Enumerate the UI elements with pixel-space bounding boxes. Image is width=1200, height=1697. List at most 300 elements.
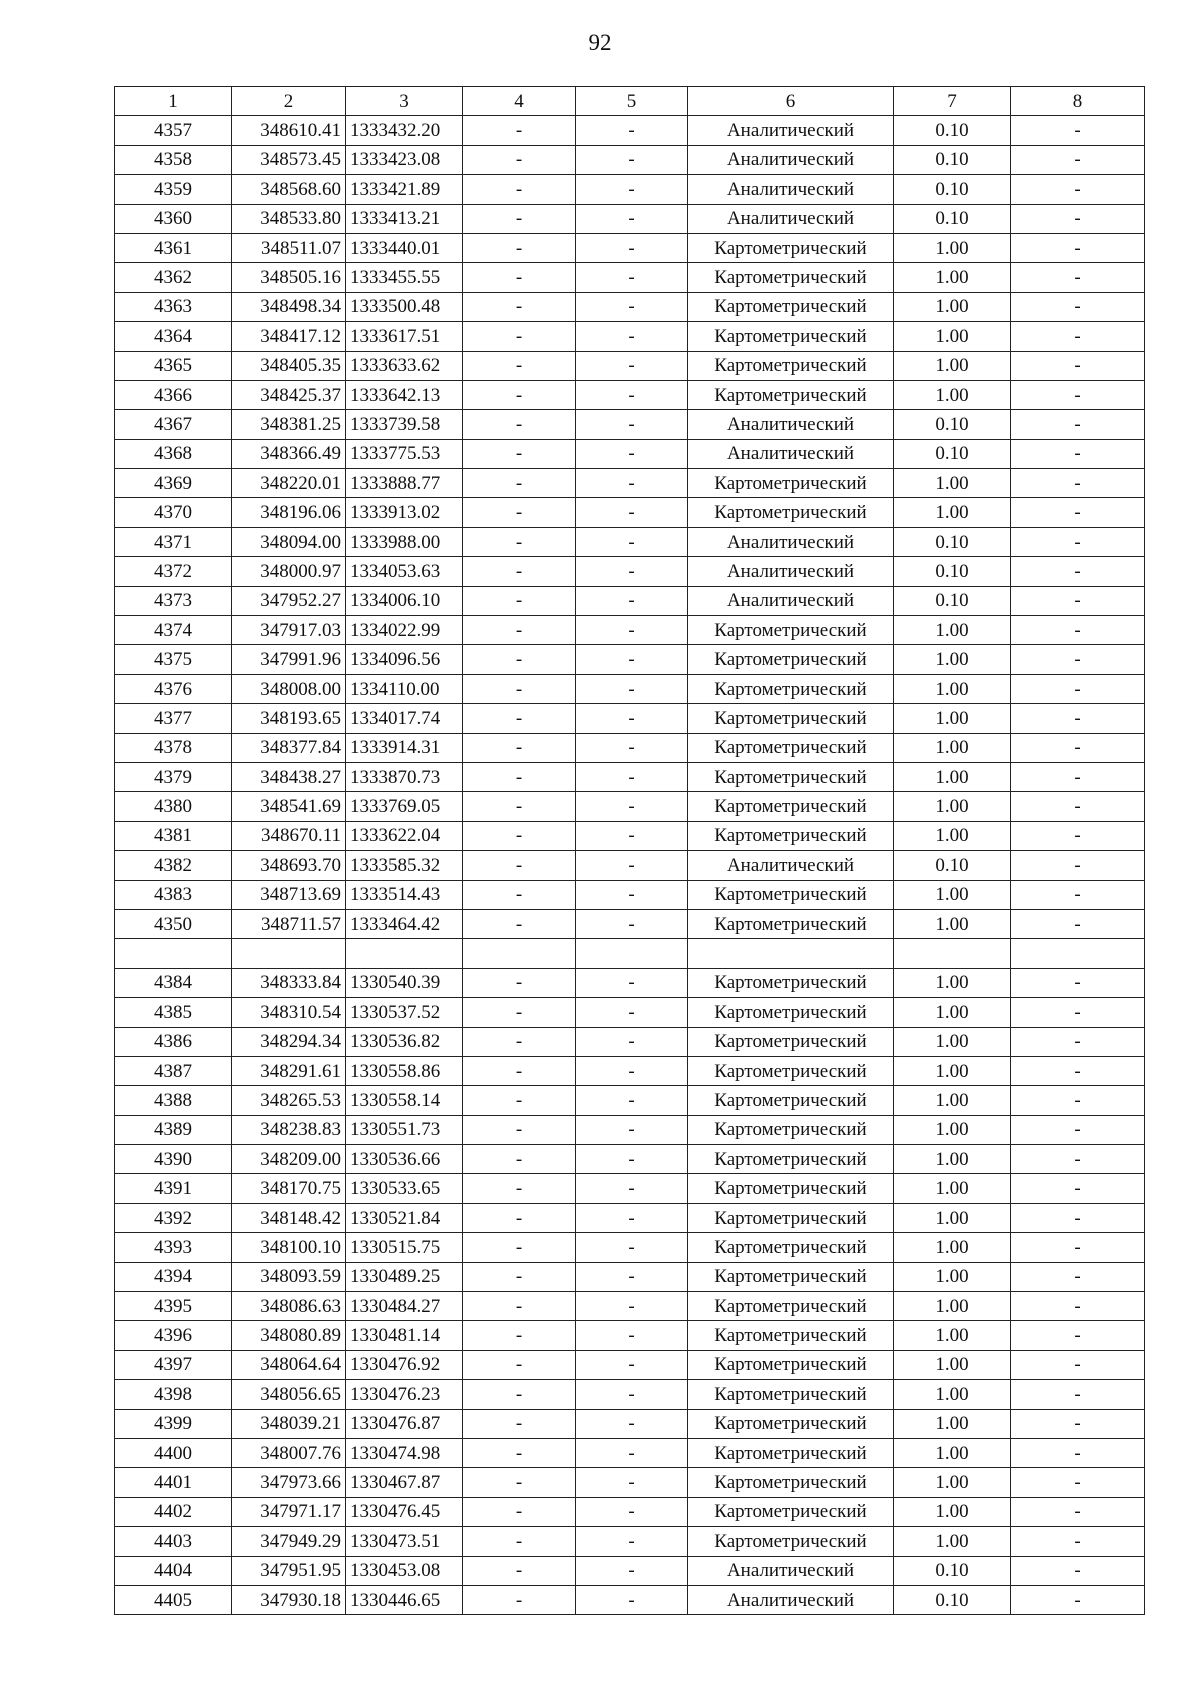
x-coordinate-cell: 348711.57 [232, 909, 346, 938]
accuracy-cell: 1.00 [894, 733, 1011, 762]
y-coordinate-cell: 1330515.75 [346, 1233, 463, 1262]
method-cell: Картометрический [688, 1056, 894, 1085]
col8-cell: - [1011, 439, 1145, 468]
col5-cell: - [576, 674, 688, 703]
column-header: 4 [463, 87, 576, 116]
col8-cell: - [1011, 1438, 1145, 1467]
col8-cell: - [1011, 557, 1145, 586]
col8-cell: - [1011, 1086, 1145, 1115]
col5-cell: - [576, 116, 688, 145]
table-row [115, 762, 1145, 791]
method-cell: Картометрический [688, 1292, 894, 1321]
col5-cell: - [576, 498, 688, 527]
table-row [115, 233, 1145, 262]
method-cell: Картометрический [688, 1380, 894, 1409]
col5-cell: - [576, 1438, 688, 1467]
y-coordinate-cell: 1330521.84 [346, 1203, 463, 1232]
col8-cell: - [1011, 1056, 1145, 1085]
x-coordinate-cell: 348511.07 [232, 233, 346, 262]
col8-cell: - [1011, 821, 1145, 850]
x-coordinate-cell: 348670.11 [232, 821, 346, 850]
table-row [115, 880, 1145, 909]
method-cell: Картометрический [688, 1321, 894, 1350]
point-number-cell: 4357 [115, 116, 232, 145]
y-coordinate-cell: 1330551.73 [346, 1115, 463, 1144]
x-coordinate-cell: 348541.69 [232, 792, 346, 821]
accuracy-cell [894, 939, 1011, 968]
col5-cell: - [576, 880, 688, 909]
col8-cell: - [1011, 351, 1145, 380]
method-cell: Картометрический [688, 1409, 894, 1438]
method-cell: Картометрический [688, 1438, 894, 1467]
point-number-cell: 4363 [115, 292, 232, 321]
x-coordinate-cell: 347951.95 [232, 1556, 346, 1585]
x-coordinate-cell: 348148.42 [232, 1203, 346, 1232]
col5-cell: - [576, 616, 688, 645]
point-number-cell: 4395 [115, 1292, 232, 1321]
method-cell: Картометрический [688, 1350, 894, 1379]
table-row [115, 792, 1145, 821]
col8-cell: - [1011, 263, 1145, 292]
x-coordinate-cell: 348080.89 [232, 1321, 346, 1350]
accuracy-cell: 0.10 [894, 851, 1011, 880]
col8-cell: - [1011, 1350, 1145, 1379]
col4-cell: - [463, 792, 576, 821]
point-number-cell: 4370 [115, 498, 232, 527]
table-row [115, 1497, 1145, 1526]
table-row [115, 939, 1145, 968]
method-cell: Аналитический [688, 439, 894, 468]
point-number-cell: 4398 [115, 1380, 232, 1409]
accuracy-cell: 1.00 [894, 616, 1011, 645]
col4-cell: - [463, 1497, 576, 1526]
col4-cell: - [463, 1468, 576, 1497]
col4-cell: - [463, 1056, 576, 1085]
x-coordinate-cell: 348209.00 [232, 1145, 346, 1174]
method-cell: Аналитический [688, 145, 894, 174]
x-coordinate-cell: 348086.63 [232, 1292, 346, 1321]
table-row [115, 1115, 1145, 1144]
col5-cell: - [576, 410, 688, 439]
method-cell: Картометрический [688, 733, 894, 762]
y-coordinate-cell: 1333633.62 [346, 351, 463, 380]
col5-cell: - [576, 557, 688, 586]
point-number-cell: 4371 [115, 527, 232, 556]
y-coordinate-cell: 1334110.00 [346, 674, 463, 703]
method-cell: Картометрический [688, 645, 894, 674]
method-cell: Аналитический [688, 1585, 894, 1614]
x-coordinate-cell: 348533.80 [232, 204, 346, 233]
table-row [115, 557, 1145, 586]
col4-cell: - [463, 410, 576, 439]
y-coordinate-cell: 1330453.08 [346, 1556, 463, 1585]
method-cell: Картометрический [688, 704, 894, 733]
table-row [115, 469, 1145, 498]
col5-cell: - [576, 821, 688, 850]
point-number-cell: 4362 [115, 263, 232, 292]
method-cell: Картометрический [688, 821, 894, 850]
y-coordinate-cell: 1333913.02 [346, 498, 463, 527]
col4-cell: - [463, 1174, 576, 1203]
table-row [115, 704, 1145, 733]
col8-cell: - [1011, 1321, 1145, 1350]
col4-cell: - [463, 557, 576, 586]
col8-cell: - [1011, 1233, 1145, 1262]
col4-cell: - [463, 1262, 576, 1291]
col8-cell: - [1011, 1262, 1145, 1291]
table-row [115, 1468, 1145, 1497]
col4-cell: - [463, 704, 576, 733]
x-coordinate-cell: 348438.27 [232, 762, 346, 791]
point-number-cell: 4401 [115, 1468, 232, 1497]
point-number-cell: 4394 [115, 1262, 232, 1291]
table-row [115, 292, 1145, 321]
table-row [115, 998, 1145, 1027]
y-coordinate-cell: 1333870.73 [346, 762, 463, 791]
col4-cell: - [463, 469, 576, 498]
col8-cell: - [1011, 1380, 1145, 1409]
column-header: 1 [115, 87, 232, 116]
method-cell: Картометрический [688, 1086, 894, 1115]
accuracy-cell: 1.00 [894, 233, 1011, 262]
accuracy-cell: 1.00 [894, 1086, 1011, 1115]
table-row [115, 116, 1145, 145]
col4-cell: - [463, 1438, 576, 1467]
accuracy-cell: 0.10 [894, 145, 1011, 174]
method-cell: Картометрический [688, 674, 894, 703]
col4-cell: - [463, 145, 576, 174]
method-cell: Аналитический [688, 527, 894, 556]
accuracy-cell: 0.10 [894, 439, 1011, 468]
col8-cell: - [1011, 1027, 1145, 1056]
y-coordinate-cell: 1330558.14 [346, 1086, 463, 1115]
col5-cell: - [576, 351, 688, 380]
point-number-cell: 4368 [115, 439, 232, 468]
col5-cell: - [576, 1115, 688, 1144]
col8-cell: - [1011, 880, 1145, 909]
x-coordinate-cell: 348310.54 [232, 998, 346, 1027]
method-cell: Картометрический [688, 909, 894, 938]
col5-cell: - [576, 1556, 688, 1585]
col5-cell: - [576, 1086, 688, 1115]
point-number-cell: 4364 [115, 322, 232, 351]
x-coordinate-cell: 348094.00 [232, 527, 346, 556]
accuracy-cell: 1.00 [894, 1174, 1011, 1203]
x-coordinate-cell: 348056.65 [232, 1380, 346, 1409]
method-cell: Аналитический [688, 204, 894, 233]
col8-cell: - [1011, 1527, 1145, 1556]
col8-cell: - [1011, 792, 1145, 821]
table-row [115, 439, 1145, 468]
col5-cell: - [576, 968, 688, 997]
x-coordinate-cell: 348713.69 [232, 880, 346, 909]
x-coordinate-cell: 348064.64 [232, 1350, 346, 1379]
method-cell: Картометрический [688, 351, 894, 380]
y-coordinate-cell: 1330537.52 [346, 998, 463, 1027]
point-number-cell: 4358 [115, 145, 232, 174]
y-coordinate-cell: 1334022.99 [346, 616, 463, 645]
x-coordinate-cell: 348405.35 [232, 351, 346, 380]
x-coordinate-cell: 348007.76 [232, 1438, 346, 1467]
accuracy-cell: 0.10 [894, 410, 1011, 439]
accuracy-cell: 1.00 [894, 498, 1011, 527]
col4-cell: - [463, 909, 576, 938]
method-cell: Картометрический [688, 998, 894, 1027]
accuracy-cell: 1.00 [894, 1409, 1011, 1438]
col5-cell: - [576, 1321, 688, 1350]
accuracy-cell: 1.00 [894, 292, 1011, 321]
y-coordinate-cell: 1333739.58 [346, 410, 463, 439]
method-cell: Картометрический [688, 263, 894, 292]
col8-cell: - [1011, 204, 1145, 233]
table-row [115, 498, 1145, 527]
col5-cell: - [576, 1056, 688, 1085]
column-header: 8 [1011, 87, 1145, 116]
col8-cell: - [1011, 586, 1145, 615]
method-cell: Картометрический [688, 292, 894, 321]
col8-cell: - [1011, 469, 1145, 498]
table-row [115, 645, 1145, 674]
y-coordinate-cell: 1330473.51 [346, 1527, 463, 1556]
col5-cell: - [576, 1409, 688, 1438]
table-row [115, 1203, 1145, 1232]
method-cell: Картометрический [688, 1233, 894, 1262]
col4-cell: - [463, 1556, 576, 1585]
table-row [115, 821, 1145, 850]
x-coordinate-cell: 348573.45 [232, 145, 346, 174]
col8-cell [1011, 939, 1145, 968]
accuracy-cell: 1.00 [894, 792, 1011, 821]
col5-cell: - [576, 586, 688, 615]
col4-cell: - [463, 1086, 576, 1115]
col4-cell: - [463, 821, 576, 850]
col8-cell: - [1011, 1292, 1145, 1321]
table-row [115, 1350, 1145, 1379]
col8-cell: - [1011, 498, 1145, 527]
x-coordinate-cell: 348100.10 [232, 1233, 346, 1262]
accuracy-cell: 1.00 [894, 1056, 1011, 1085]
column-header: 5 [576, 87, 688, 116]
col4-cell: - [463, 1115, 576, 1144]
y-coordinate-cell: 1334006.10 [346, 586, 463, 615]
y-coordinate-cell: 1333464.42 [346, 909, 463, 938]
y-coordinate-cell: 1330536.82 [346, 1027, 463, 1056]
table-row [115, 322, 1145, 351]
accuracy-cell: 1.00 [894, 1321, 1011, 1350]
point-number-cell: 4379 [115, 762, 232, 791]
y-coordinate-cell: 1333455.55 [346, 263, 463, 292]
accuracy-cell: 0.10 [894, 204, 1011, 233]
col8-cell: - [1011, 1585, 1145, 1614]
col5-cell: - [576, 1585, 688, 1614]
accuracy-cell: 0.10 [894, 1585, 1011, 1614]
col8-cell: - [1011, 410, 1145, 439]
col5-cell: - [576, 792, 688, 821]
col5-cell: - [576, 1527, 688, 1556]
point-number-cell: 4365 [115, 351, 232, 380]
method-cell: Картометрический [688, 1468, 894, 1497]
accuracy-cell: 1.00 [894, 821, 1011, 850]
y-coordinate-cell: 1333514.43 [346, 880, 463, 909]
col4-cell: - [463, 762, 576, 791]
y-coordinate-cell: 1330467.87 [346, 1468, 463, 1497]
col8-cell: - [1011, 851, 1145, 880]
y-coordinate-cell: 1330446.65 [346, 1585, 463, 1614]
point-number-cell: 4393 [115, 1233, 232, 1262]
y-coordinate-cell: 1333423.08 [346, 145, 463, 174]
y-coordinate-cell: 1330536.66 [346, 1145, 463, 1174]
column-header: 3 [346, 87, 463, 116]
col5-cell: - [576, 1468, 688, 1497]
point-number-cell: 4383 [115, 880, 232, 909]
col4-cell: - [463, 586, 576, 615]
col8-cell: - [1011, 527, 1145, 556]
col4-cell: - [463, 1409, 576, 1438]
y-coordinate-cell: 1330558.86 [346, 1056, 463, 1085]
accuracy-cell: 1.00 [894, 1027, 1011, 1056]
point-number-cell: 4396 [115, 1321, 232, 1350]
x-coordinate-cell: 348417.12 [232, 322, 346, 351]
col4-cell: - [463, 1292, 576, 1321]
table-row [115, 351, 1145, 380]
accuracy-cell: 1.00 [894, 762, 1011, 791]
table-row [115, 1174, 1145, 1203]
col8-cell: - [1011, 733, 1145, 762]
accuracy-cell: 1.00 [894, 263, 1011, 292]
point-number-cell: 4402 [115, 1497, 232, 1526]
col4-cell: - [463, 1350, 576, 1379]
col5-cell: - [576, 1380, 688, 1409]
method-cell: Картометрический [688, 1115, 894, 1144]
col5-cell: - [576, 380, 688, 409]
col8-cell: - [1011, 968, 1145, 997]
point-number-cell: 4390 [115, 1145, 232, 1174]
col5-cell: - [576, 762, 688, 791]
col4-cell: - [463, 1145, 576, 1174]
accuracy-cell: 1.00 [894, 1145, 1011, 1174]
method-cell [688, 939, 894, 968]
point-number-cell: 4359 [115, 175, 232, 204]
method-cell: Картометрический [688, 469, 894, 498]
point-number-cell: 4386 [115, 1027, 232, 1056]
x-coordinate-cell: 348505.16 [232, 263, 346, 292]
accuracy-cell: 0.10 [894, 586, 1011, 615]
x-coordinate-cell: 347949.29 [232, 1527, 346, 1556]
x-coordinate-cell: 348093.59 [232, 1262, 346, 1291]
col8-cell: - [1011, 1497, 1145, 1526]
y-coordinate-cell: 1334096.56 [346, 645, 463, 674]
col5-cell: - [576, 322, 688, 351]
col4-cell: - [463, 616, 576, 645]
accuracy-cell: 1.00 [894, 351, 1011, 380]
accuracy-cell: 0.10 [894, 175, 1011, 204]
table-row [115, 968, 1145, 997]
col8-cell: - [1011, 909, 1145, 938]
x-coordinate-cell: 348000.97 [232, 557, 346, 586]
col8-cell: - [1011, 233, 1145, 262]
col8-cell: - [1011, 1203, 1145, 1232]
x-coordinate-cell: 347973.66 [232, 1468, 346, 1497]
method-cell: Картометрический [688, 616, 894, 645]
point-number-cell: 4361 [115, 233, 232, 262]
y-coordinate-cell: 1330476.92 [346, 1350, 463, 1379]
col4-cell: - [463, 1233, 576, 1262]
method-cell: Картометрический [688, 1527, 894, 1556]
y-coordinate-cell: 1334017.74 [346, 704, 463, 733]
y-coordinate-cell: 1333413.21 [346, 204, 463, 233]
point-number-cell: 4366 [115, 380, 232, 409]
col4-cell: - [463, 968, 576, 997]
table-row [115, 1027, 1145, 1056]
y-coordinate-cell: 1334053.63 [346, 557, 463, 586]
x-coordinate-cell: 348291.61 [232, 1056, 346, 1085]
point-number-cell: 4404 [115, 1556, 232, 1585]
table-row [115, 1527, 1145, 1556]
table-row [115, 1438, 1145, 1467]
col8-cell: - [1011, 704, 1145, 733]
method-cell: Аналитический [688, 851, 894, 880]
point-number-cell: 4377 [115, 704, 232, 733]
accuracy-cell: 1.00 [894, 998, 1011, 1027]
x-coordinate-cell: 348610.41 [232, 116, 346, 145]
col5-cell: - [576, 1174, 688, 1203]
x-coordinate-cell: 348381.25 [232, 410, 346, 439]
accuracy-cell: 1.00 [894, 645, 1011, 674]
col8-cell: - [1011, 616, 1145, 645]
col4-cell: - [463, 1203, 576, 1232]
accuracy-cell: 1.00 [894, 1233, 1011, 1262]
table-row [115, 616, 1145, 645]
col4-cell: - [463, 1027, 576, 1056]
col4-cell: - [463, 439, 576, 468]
col4-cell: - [463, 1585, 576, 1614]
point-number-cell: 4381 [115, 821, 232, 850]
col4-cell: - [463, 674, 576, 703]
y-coordinate-cell: 1330533.65 [346, 1174, 463, 1203]
table-row [115, 1262, 1145, 1291]
col8-cell: - [1011, 380, 1145, 409]
table-row [115, 1292, 1145, 1321]
method-cell: Картометрический [688, 1145, 894, 1174]
accuracy-cell: 0.10 [894, 1556, 1011, 1585]
x-coordinate-cell: 348693.70 [232, 851, 346, 880]
point-number-cell: 4375 [115, 645, 232, 674]
y-coordinate-cell: 1333617.51 [346, 322, 463, 351]
col5-cell: - [576, 1027, 688, 1056]
col8-cell: - [1011, 645, 1145, 674]
col8-cell: - [1011, 292, 1145, 321]
x-coordinate-cell: 348193.65 [232, 704, 346, 733]
accuracy-cell: 0.10 [894, 116, 1011, 145]
accuracy-cell: 1.00 [894, 1527, 1011, 1556]
table-row [115, 1585, 1145, 1614]
x-coordinate-cell: 348294.34 [232, 1027, 346, 1056]
method-cell: Картометрический [688, 322, 894, 351]
col8-cell: - [1011, 1409, 1145, 1438]
accuracy-cell: 1.00 [894, 880, 1011, 909]
method-cell: Аналитический [688, 557, 894, 586]
y-coordinate-cell: 1333988.00 [346, 527, 463, 556]
point-number-cell: 4367 [115, 410, 232, 439]
col8-cell: - [1011, 762, 1145, 791]
method-cell: Картометрический [688, 380, 894, 409]
point-number-cell: 4376 [115, 674, 232, 703]
col5-cell: - [576, 1233, 688, 1262]
accuracy-cell: 1.00 [894, 1380, 1011, 1409]
point-number-cell: 4378 [115, 733, 232, 762]
x-coordinate-cell: 347917.03 [232, 616, 346, 645]
x-coordinate-cell: 348498.34 [232, 292, 346, 321]
